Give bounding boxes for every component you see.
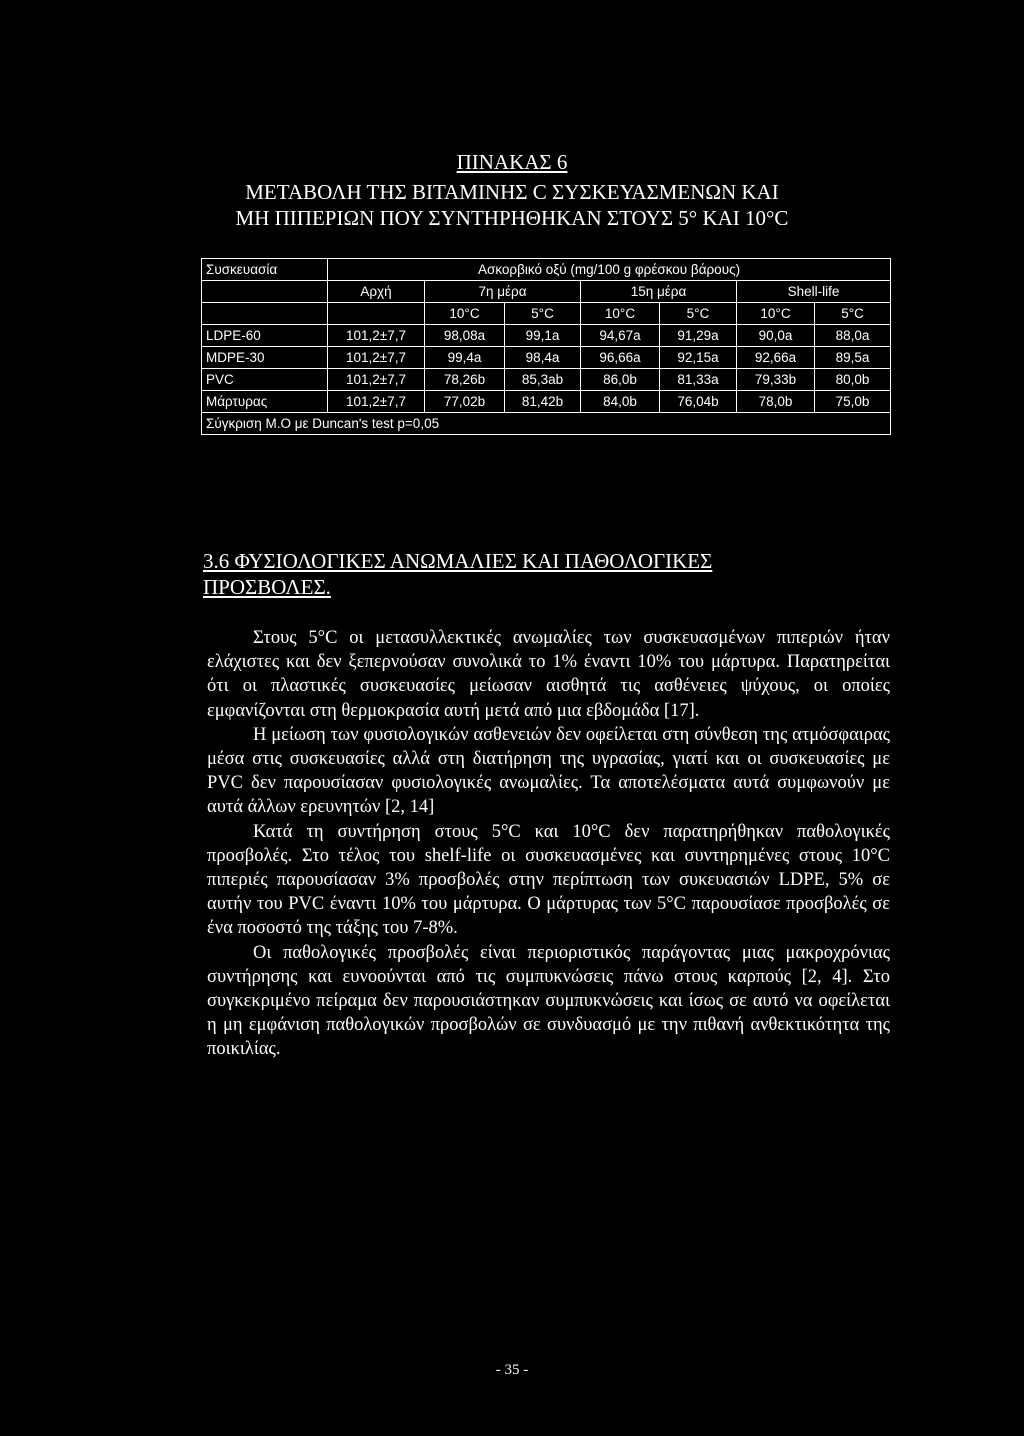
- table-cell: 92,66a: [737, 347, 815, 369]
- row-label: LDPE-60: [202, 325, 328, 347]
- header-temp: 5°C: [660, 303, 737, 325]
- paragraph: Κατά τη συντήρηση στους 5°C και 10°C δεν παρατηρήθηκαν παθολογικές προσβολές. Στο τέλος του shelf-life οι συσκευασμένες και συντηρημένες στους 10°C πιπεριές παρουσίασαν 3% προσβολές στην περίπτωση των συκευασιών LDPE, 5% σε αυτήν του PVC έναντι 10% του μάρτυρα. Ο μάρτυρας των 5°C παρουσίασε προσβολές σε ένα ποσοστό της τάξης του 7-8%.: [207, 821, 890, 939]
- paragraph: Στους 5°C οι μετασυλλεκτικές ανωμαλίες των συσκευασμένων πιπεριών ήταν ελάχιστες και δεν ξεπερνούσαν συνολικά το 1% έναντι 10% του μάρτυρα. Παρατηρείται ότι οι πλαστικές συσκευασίες μείωσαν αισθητά τις ασθένειες ψύχους, οι οποίες εμφανίζονται στη θερμοκρασία αυτή μετά από μια εβδομάδα [17].: [207, 628, 890, 721]
- table-title: ΠΙΝΑΚΑΣ 6: [456, 150, 568, 174]
- header-temp: 10°C: [425, 303, 505, 325]
- table-cell: 84,0b: [581, 391, 660, 413]
- header-blank: [202, 303, 328, 325]
- table-cell: 90,0a: [737, 325, 815, 347]
- table-cell: 101,2±7,7: [328, 325, 425, 347]
- paragraph: Η μείωση των φυσιολογικών ασθενειών δεν οφείλεται στη σύνθεση της ατμόσφαιρας μέσα στις συσκευασίες αλλά στη διατήρηση της υγρασίας, γιατί και οι συσκευασίες με PVC δεν παρουσίασαν φυσιολογικές ανωμαλίες. Τα αποτελέσματα αυτά συμφωνούν με αυτά άλλων ερευνητών [2, 14]: [207, 724, 890, 818]
- table-cell: 75,0b: [815, 391, 891, 413]
- table-row: [202, 391, 891, 413]
- table-cell: 101,2±7,7: [328, 369, 425, 391]
- header-blank: [328, 303, 425, 325]
- table-cell: 98,4a: [505, 347, 581, 369]
- table-cell: 78,26b: [425, 369, 505, 391]
- table-row: [202, 325, 891, 347]
- table-cell: 91,29a: [660, 325, 737, 347]
- header-packaging: Συσκευασία: [202, 259, 328, 281]
- header-temp: 5°C: [815, 303, 891, 325]
- row-label: PVC: [202, 369, 328, 391]
- section-heading: 3.6 ΦΥΣΙΟΛΟΓΙΚΕΣ ΑΝΩΜΑΛΙΕΣ ΚΑΙ ΠΑΘΟΛΟΓΙΚΕΣ ΠΡΟΣΒΟΛΕΣ.: [203, 549, 713, 599]
- row-label: Μάρτυρας: [202, 391, 328, 413]
- table-cell: 78,0b: [737, 391, 815, 413]
- table-subtitle-line-2: ΜΗ ΠΙΠΕΡΙΩΝ ΠΟΥ ΣΥΝΤΗΡΗΘΗΚΑΝ ΣΤΟΥΣ 5° ΚΑΙ 10°C: [235, 206, 789, 230]
- row-label: MDPE-30: [202, 347, 328, 369]
- table-cell: 101,2±7,7: [328, 391, 425, 413]
- table-cell: 76,04b: [660, 391, 737, 413]
- header-day-15: 15η μέρα: [581, 281, 737, 303]
- page-number: - 35 -: [495, 1362, 529, 1378]
- table-row: [202, 347, 891, 369]
- table-cell: 85,3ab: [505, 369, 581, 391]
- table-cell: 99,4a: [425, 347, 505, 369]
- header-temp: 5°C: [505, 303, 581, 325]
- header-temp: 10°C: [581, 303, 660, 325]
- table-cell: 98,08a: [425, 325, 505, 347]
- header-temp: 10°C: [737, 303, 815, 325]
- header-ascorbic-acid: Ασκορβικό οξύ (mg/100 g φρέσκου βάρους): [328, 259, 891, 281]
- table-cell: 77,02b: [425, 391, 505, 413]
- table-cell: 101,2±7,7: [328, 347, 425, 369]
- table-cell: 79,33b: [737, 369, 815, 391]
- table-cell: 81,33a: [660, 369, 737, 391]
- table-cell: 92,15a: [660, 347, 737, 369]
- table-cell: 89,5a: [815, 347, 891, 369]
- table-subtitle-line-1: ΜΕΤΑΒΟΛΗ ΤΗΣ ΒΙΤΑΜΙΝΗΣ C ΣΥΣΚΕΥΑΣΜΕΝΩΝ ΚΑΙ: [245, 180, 779, 204]
- table-cell: 99,1a: [505, 325, 581, 347]
- table-cell: 86,0b: [581, 369, 660, 391]
- table-cell: 81,42b: [505, 391, 581, 413]
- paragraph: Οι παθολογικές προσβολές είναι περιοριστικός παράγοντας μιας μακροχρόνιας συντήρησης και ευνοούνται από τις συμπυκνώσεις πάνω στους καρπούς [2, 4]. Στο συγκεκριμένο πείραμα δεν παρουσιάστηκαν συμπυκνώσεις και ίσως σε αυτό να οφείλεται η μη εμφάνιση παθολογικών προσβολών σε συνδυασμό με την πιθανή ανθεκτικότητα της ποικιλίας.: [207, 942, 890, 1060]
- table-note: Σύγκριση Μ.Ο με Duncan's test p=0,05: [202, 413, 891, 435]
- header-day-7: 7η μέρα: [425, 281, 581, 303]
- table-cell: 96,66a: [581, 347, 660, 369]
- table-cell: 94,67a: [581, 325, 660, 347]
- body-text: [207, 626, 890, 1062]
- table-cell: 88,0a: [815, 325, 891, 347]
- header-shelf-life: Shell-life: [737, 281, 891, 303]
- vitamin-c-table: [201, 258, 891, 435]
- table-row: [202, 369, 891, 391]
- table-cell: 80,0b: [815, 369, 891, 391]
- header-start: Αρχή: [328, 281, 425, 303]
- header-blank: [202, 281, 328, 303]
